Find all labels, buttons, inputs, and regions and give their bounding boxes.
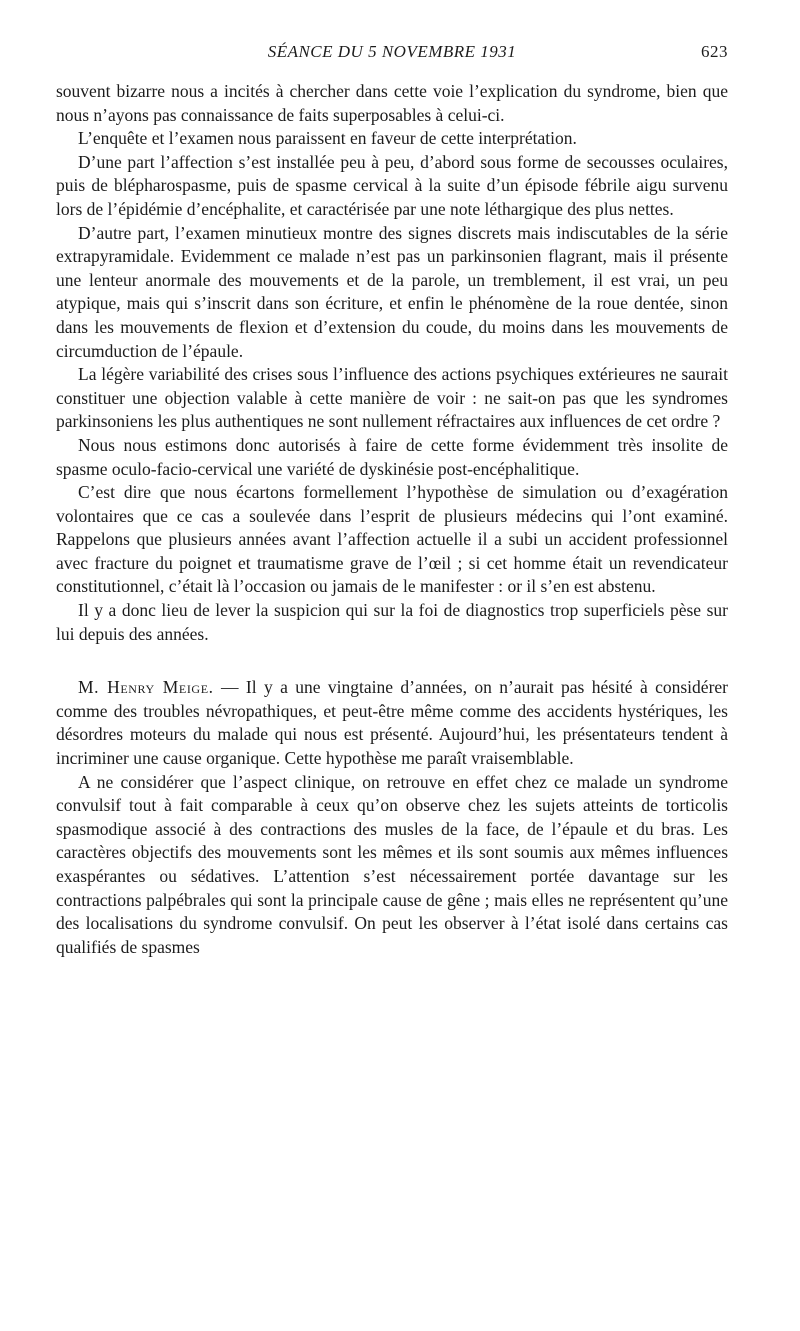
- discussion-text: — Il y a une vingtaine d’années, on n’aurait pas hésité à considérer comme des troubles névropathiques, et peut-être même comme des accidents hystériques, les désordres moteurs du malade qui nous est présenté. Aujourd’hui, les présentateurs tendent à incriminer une cause organique. Cette hypothèse me paraît vraisemblable.: [56, 677, 728, 769]
- paragraph: C’est dire que nous écartons formellement l’hypothèse de simulation ou d’exagération volontaires que ce cas a soulevée dans l’esprit de plusieurs médecins qui l’ont examiné. Rappelons que plusieurs années avant l’affection actuelle il a subi un accident professionnel avec fracture du poignet et traumatisme grave de l’œil ; si cet homme était un revendicateur constitutionnel, c’était là l’occasion ou jamais de le manifester : or il s’en est abstenu.: [56, 482, 728, 597]
- paragraph: La légère variabilité des crises sous l’influence des actions psychiques extérieures ne saurait constituer une objection valable à cette manière de voir : ne sait-on pas que les syndromes parkinsoniens les plus authentiques ne sont nullement réfractaires aux influences de cet ordre ?: [56, 364, 728, 432]
- page: [56, 42, 728, 959]
- paragraph: Il y a donc lieu de lever la suspicion qui sur la foi de diagnostics trop superficiels pèse sur lui depuis des années.: [56, 600, 728, 644]
- section-gap: [56, 646, 728, 676]
- page-number: 623: [701, 42, 728, 61]
- speaker-name: M. Henry Meige.: [78, 677, 214, 698]
- paragraph: D’une part l’affection s’est installée peu à peu, d’abord sous forme de secousses oculaires, puis de blépharospasme, puis de spasme cervical à la suite d’un épisode fébrile aigu survenu lors de l’épidémie d’encéphalite, et caractérisée par une note léthargique des plus nettes.: [56, 151, 728, 219]
- running-head: [56, 42, 728, 72]
- paragraph: Nous nous estimons donc autorisés à faire de cette forme évidemment très insolite de spasme oculo-facio-cervical une variété de dyskinésie post-encéphalitique.: [56, 434, 728, 479]
- article-body: [56, 80, 728, 959]
- discussion-paragraph: [56, 676, 728, 770]
- discussion-paragraph: A ne considérer que l’aspect clinique, on retrouve en effet chez ce malade un syndrome convulsif tout à fait comparable à ceux qu’on observe chez les sujets atteints de torticolis spasmodique associé à des contractions des musles de la face, de l’épaule et du bras. Les caractères objectifs des mouvements sont les mêmes et ils sont soumis aux mêmes influences exaspérantes ou sédatives. L’attention s’est nécessairement portée davantage sur les contractions palpébrales qui sont la principale cause de gêne ; mais elles ne représentent qu’une des localisations du syndrome convulsif. On peut les observer à l’état isolé dans certains cas qualifiés de spasmes: [56, 771, 728, 957]
- running-title: SÉANCE DU 5 NOVEMBRE 1931: [267, 42, 517, 61]
- paragraph: souvent bizarre nous a incités à chercher dans cette voie l’explication du syndrome, bien que nous n’ayons pas connaissance de faits superposables à celui-ci.: [56, 81, 728, 125]
- paragraph: L’enquête et l’examen nous paraissent en faveur de cette interprétation.: [78, 128, 577, 149]
- paragraph: D’autre part, l’examen minutieux montre des signes discrets mais indiscutables de la série extrapyramidale. Evidemment ce malade n’est pas un parkinsonien flagrant, mais il présente une lenteur anormale des mouvements et de la parole, un tremblement, il est vrai, un peu atypique, mais qui s’inscrit dans son écriture, et enfin le phénomène de la roue dentée, sinon dans les mouvements de flexion et d’extension du coude, du moins dans les mouvements de circumduction de l’épaule.: [56, 222, 728, 361]
